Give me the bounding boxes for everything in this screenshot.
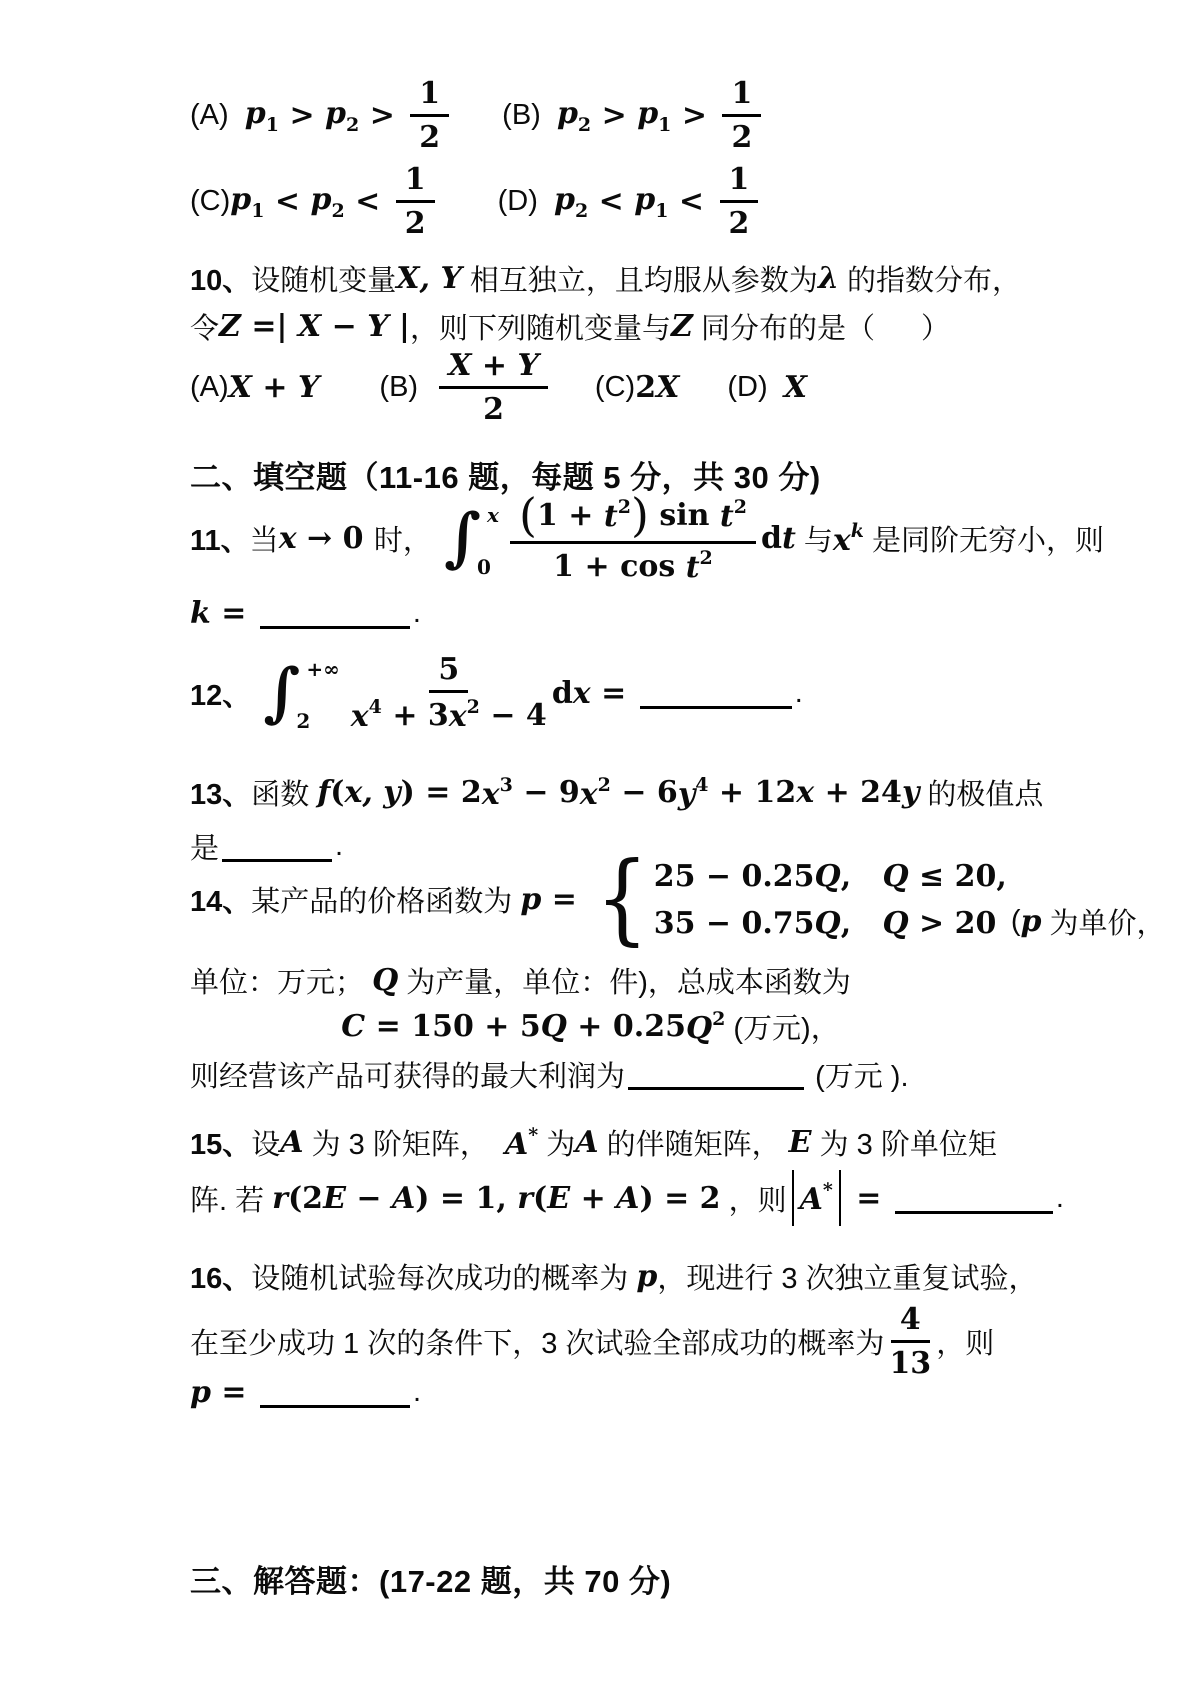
section-3-header: 三、解答题：(17-22 题，共 70 分) bbox=[190, 1564, 672, 1599]
question-11-text-1: 11、 当 x → 0 时， ∫ x 0 ( 1 + t2 ) sin t2 1 + cos t2 d t 与 xk 是同阶无穷小，则 bbox=[190, 488, 1105, 585]
section-2-header: 二、填空题（11-16 题，每题 5 分，共 30 分) bbox=[190, 460, 821, 495]
question-14-cost-formula: C = 150 + 5 Q + 0.25 Q2 (万元)， bbox=[341, 1007, 840, 1046]
fraction: $\frac{1}{2}$ bbox=[722, 76, 761, 155]
answer-blank bbox=[260, 1405, 410, 1408]
fraction: X + Y 2 bbox=[439, 348, 548, 427]
fraction: $\frac{1}{2}$ bbox=[410, 76, 449, 155]
question-11-blank: k = . bbox=[190, 596, 421, 631]
mcq9-option-row-2: (C) p1 < p2 < $\frac{1}{2}$ (D) p2 < p1 < $\frac{1}{2}$ bbox=[190, 162, 763, 241]
fraction: $\frac{1}{2}$ bbox=[396, 162, 435, 241]
answer-blank bbox=[640, 706, 792, 709]
integral: ∫ +∞ 2 bbox=[263, 654, 340, 733]
answer-blank bbox=[260, 626, 410, 629]
question-14-text-2: 单位：万元； Q 为产量，单位：件)，总成本函数为 bbox=[190, 963, 851, 999]
question-15-text-2: 阵. 若 r (2 E − A ) = 1, r ( E + A ) = 2 ，则 A* = . bbox=[190, 1170, 1064, 1226]
question-14-text-1: 14、 某产品的价格函数为 p = { 25 − 0.25 Q , Q ≤ 20, 35 − 0.75 Q , Q > 20 ( p 为单价， bbox=[190, 842, 1166, 956]
fraction: $\frac{4}{13}$ bbox=[889, 1302, 932, 1381]
question-10-text-2: 令 Z =| X − Y | ，则下列随机变量与 Z 同分布的是（ ） bbox=[190, 309, 950, 345]
determinant-bars: A* bbox=[792, 1170, 841, 1226]
question-16-text-2: 在至少成功 1 次的条件下，3 次试验全部成功的概率为 $\frac{4}{13}$ ，则 bbox=[190, 1302, 995, 1381]
fraction: $\frac{1}{2}$ bbox=[720, 162, 759, 241]
fraction: ( 1 + t2 ) sin t2 1 + cos t2 bbox=[510, 492, 756, 585]
question-14-blank: 则经营该产品可获得的最大利润为 (万元 ). bbox=[190, 1061, 909, 1093]
question-13-blank: 是 . bbox=[190, 830, 344, 865]
question-10-options: (A) X + Y (B) X + Y 2 (C) 2 X (D) X bbox=[190, 348, 807, 427]
question-13-text-1: 13、 函数 f ( x, y ) = 2 x3 − 9 x2 − 6 y4 + 12 x + 24 y 的极值点 bbox=[190, 773, 1044, 812]
question-16-blank: p = . bbox=[190, 1375, 422, 1410]
fraction: 5 x4 + 3 x2 − 4 bbox=[350, 652, 547, 734]
integral: ∫ x 0 bbox=[443, 500, 499, 579]
answer-blank bbox=[895, 1211, 1053, 1214]
question-15-text-1: 15、 设 A 为 3 阶矩阵， A* 为 A 的伴随矩阵， E 为 3 阶单位矩 bbox=[190, 1123, 997, 1162]
answer-blank bbox=[628, 1087, 804, 1090]
question-10-text-1: 10、 设随机变量 X, Y 相互独立，且均服从参数为 λ 的指数分布， bbox=[190, 261, 1022, 297]
question-16-text-1: 16、 设随机试验每次成功的概率为 p ，现进行 3 次独立重复试验， bbox=[190, 1259, 1038, 1295]
piecewise-cases: { 25 − 0.25 Q , Q ≤ 20, 35 − 0.75 Q , Q > 20 bbox=[596, 842, 1007, 956]
question-12-text: 12、 ∫ +∞ 2 5 x4 + 3 x2 − 4 d x = . bbox=[190, 652, 803, 734]
mcq9-option-row-1: (A) p1 > p2 > $\frac{1}{2}$ (B) p2 > p1 > $\frac{1}{2}$ bbox=[190, 76, 766, 155]
